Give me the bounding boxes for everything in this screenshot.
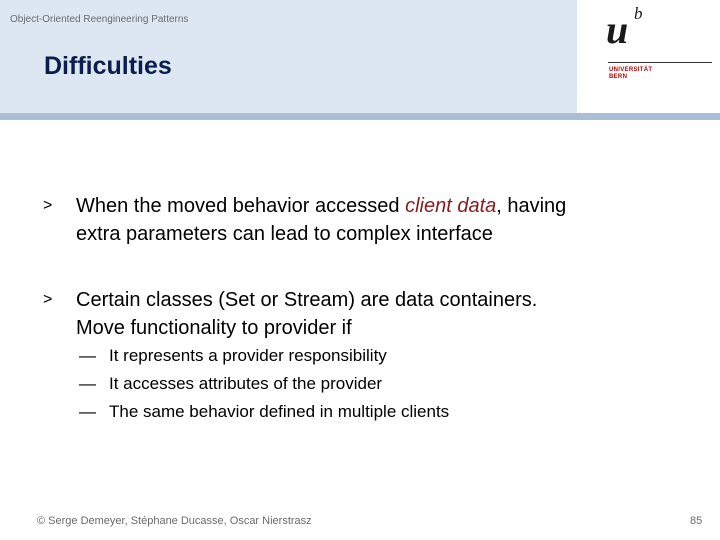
page-number: 85 [690,515,703,527]
bullet-marker-icon: > [43,291,53,308]
logo-rule [608,62,712,63]
highlight-client-data: client data [405,195,497,217]
bullet-marker-icon: > [43,197,53,214]
sub-item-text: The same behavior defined in multiple clients [109,402,450,421]
logo-b-mark: b [634,4,643,23]
bullet-1-line2: extra parameters can lead to complex interface [76,223,493,245]
bullet-2-text [76,286,537,342]
sub-item-text: It represents a provider responsibility [109,346,387,365]
logo-text [609,67,652,81]
logo-university: UNIVERSITÄT [609,67,653,73]
logo-bern: BERN [609,74,628,80]
footer-copyright: © Serge Demeyer, Stéphane Ducasse, Oscar Nierstrasz [37,515,312,527]
sub-item-text: It accesses attributes of the provider [109,374,383,393]
slide-title: Difficulties [44,52,172,80]
bullet-2 [43,286,683,346]
bullet-1-line1: When the moved behavior accessed client data, having [76,195,567,217]
bullet-2-line2: Move functionality to provider if [76,317,352,339]
dash-icon: — [79,374,96,393]
bullet-2-line1: Certain classes (Set or Stream) are data containers. [76,289,538,311]
logo-u-mark: u [606,7,629,52]
bullet-1-text [76,192,566,248]
course-title: Object-Oriented Reengineering Patterns [10,14,189,25]
logo-panel [577,0,720,113]
header-divider [0,113,720,120]
bullet-1 [43,192,683,252]
dash-icon: — [79,346,96,365]
dash-icon: — [79,402,96,421]
